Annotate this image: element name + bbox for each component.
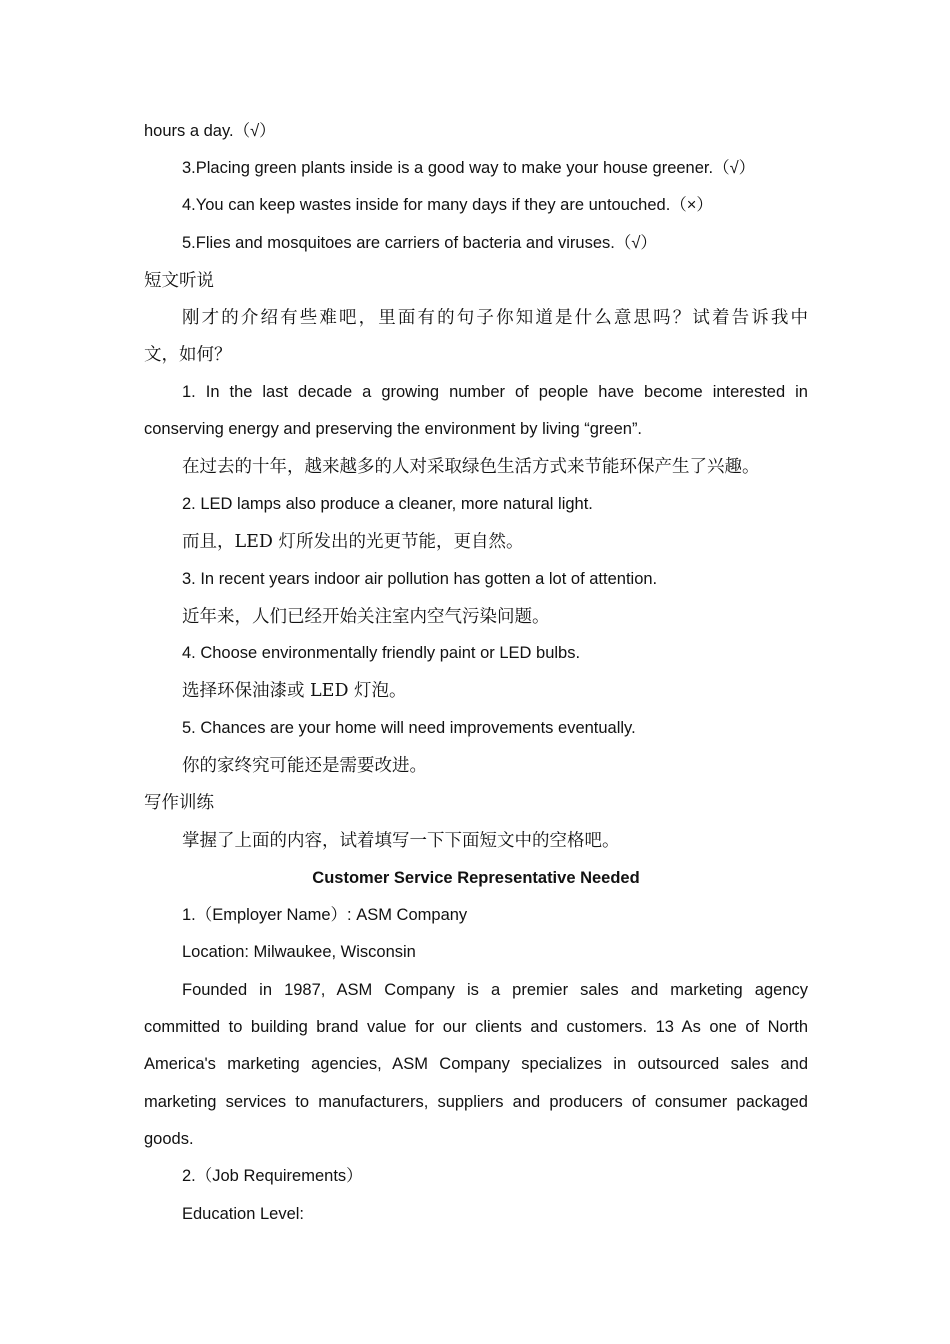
sentence-1-line-2: conserving energy and preserving the environment by living “green”. xyxy=(144,420,643,438)
sentence-4: 4. Choose environmentally friendly paint or LED bulbs. xyxy=(182,644,581,662)
company-paragraph-line-5: goods. xyxy=(144,1130,194,1148)
answer-line-2-end: hours a day.（√） xyxy=(144,122,276,140)
translation-3: 近年来，人们已经开始关注室内空气污染问题。 xyxy=(182,607,550,627)
writing-instructions: 掌握了上面的内容，试着填写一下下面短文中的空格吧。 xyxy=(182,831,620,851)
company-paragraph-line-4: marketing services to manufacturers, suppliers and producers of consumer packaged xyxy=(144,1093,808,1111)
sentence-3: 3. In recent years indoor air pollution has gotten a lot of attention. xyxy=(182,570,658,588)
intro-paragraph-line-1: 刚才的介绍有些难吧，里面有的句子你知道是什么意思吗？试着告诉我中 xyxy=(182,308,808,328)
education-level-label: Education Level: xyxy=(182,1205,305,1223)
answer-line-4: 4.You can keep wastes inside for many days if they are untouched.（×） xyxy=(182,196,713,214)
translation-2: 而且，LED 灯所发出的光更节能，更自然。 xyxy=(182,532,524,552)
answer-line-3: 3.Placing green plants inside is a good way to make your house greener.（√） xyxy=(182,159,756,177)
sentence-5: 5. Chances are your home will need improvements eventually. xyxy=(182,719,636,737)
section-heading-writing: 写作训练 xyxy=(144,793,214,813)
translation-4: 选择环保油漆或 LED 灯泡。 xyxy=(182,681,407,701)
company-paragraph-line-2: committed to building brand value for our clients and customers. 13 As one of North xyxy=(144,1018,808,1036)
sentence-2: 2. LED lamps also produce a cleaner, more natural light. xyxy=(182,495,593,513)
job-requirements-heading: 2.（Job Requirements） xyxy=(182,1167,363,1185)
company-paragraph-line-3: America's marketing agencies, ASM Company specializes in outsourced sales and xyxy=(144,1055,808,1073)
section-heading-listening: 短文听说 xyxy=(144,271,214,291)
employer-name-line: 1.（Employer Name）: ASM Company xyxy=(182,906,468,924)
sentence-1-line-1: 1. In the last decade a growing number of people have become interested in xyxy=(182,383,808,401)
answer-line-5: 5.Flies and mosquitoes are carriers of bacteria and viruses.（√） xyxy=(182,234,657,252)
intro-paragraph-line-2: 文，如何？ xyxy=(144,345,232,365)
translation-1: 在过去的十年，越来越多的人对采取绿色生活方式来节能环保产生了兴趣。 xyxy=(182,457,760,477)
location-line: Location: Milwaukee, Wisconsin xyxy=(182,943,416,961)
company-paragraph-line-1: Founded in 1987, ASM Company is a premier sales and marketing agency xyxy=(182,981,808,999)
translation-5: 你的家终究可能还是需要改进。 xyxy=(182,756,427,776)
job-ad-title: Customer Service Representative Needed xyxy=(312,869,640,887)
